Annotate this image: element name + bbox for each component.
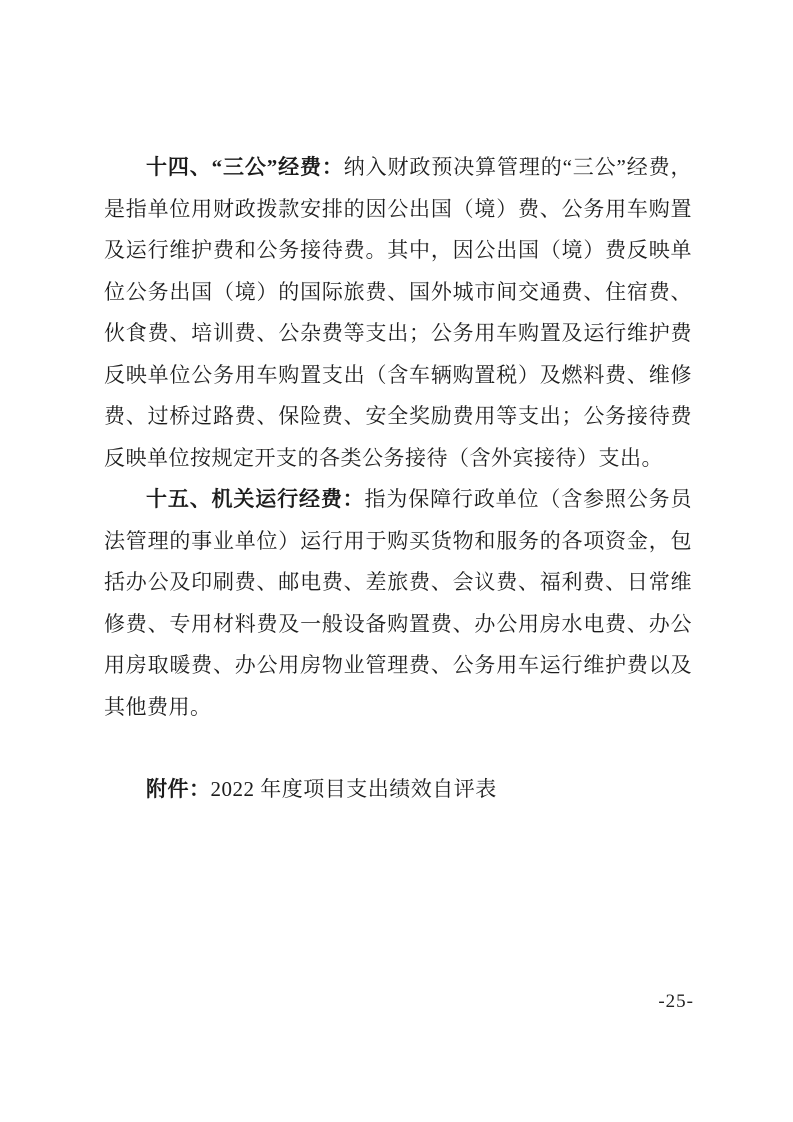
page-number: -25- <box>658 991 694 1012</box>
paragraph-sangong-funds <box>104 147 692 479</box>
paragraph-lead: 十五、机关运行经费： <box>146 487 365 511</box>
attachment-label: 附件： <box>146 777 211 801</box>
paragraph-body: 纳入财政预决算管理的“三公”经费，是指单位用财政拨款安排的因公出国（境）费、公务用车购置及运行维护费和公务接待费。其中，因公出国（境）费反映单位公务出国（境）的国际旅费、国外城市间交通费、住宿费、伙食费、培训费、公杂费等支出；公务用车购置及运行维护费反映单位公务用车购置支出（含车辆购置税）及燃料费、维修费、过桥过路费、保险费、安全奖励费用等支出；公务接待费反映单位按规定开支的各类公务接待（含外宾接待）支出。 <box>104 155 693 470</box>
paragraph-body: 指为保障行政单位（含参照公务员法管理的事业单位）运行用于购买货物和服务的各项资金，包括办公及印刷费、邮电费、差旅费、会议费、福利费、日常维修费、专用材料费及一般设备购置费、办公用房水电费、办公用房取暖费、办公用房物业管理费、公务用车运行维护费以及其他费用。 <box>104 487 693 719</box>
attachment-text: 2022 年度项目支出绩效自评表 <box>210 777 497 801</box>
document-content <box>104 147 692 811</box>
paragraph-operating-funds <box>104 479 692 728</box>
paragraph-lead: 十四、“三公”经费： <box>146 155 344 179</box>
attachment-line <box>104 769 692 811</box>
